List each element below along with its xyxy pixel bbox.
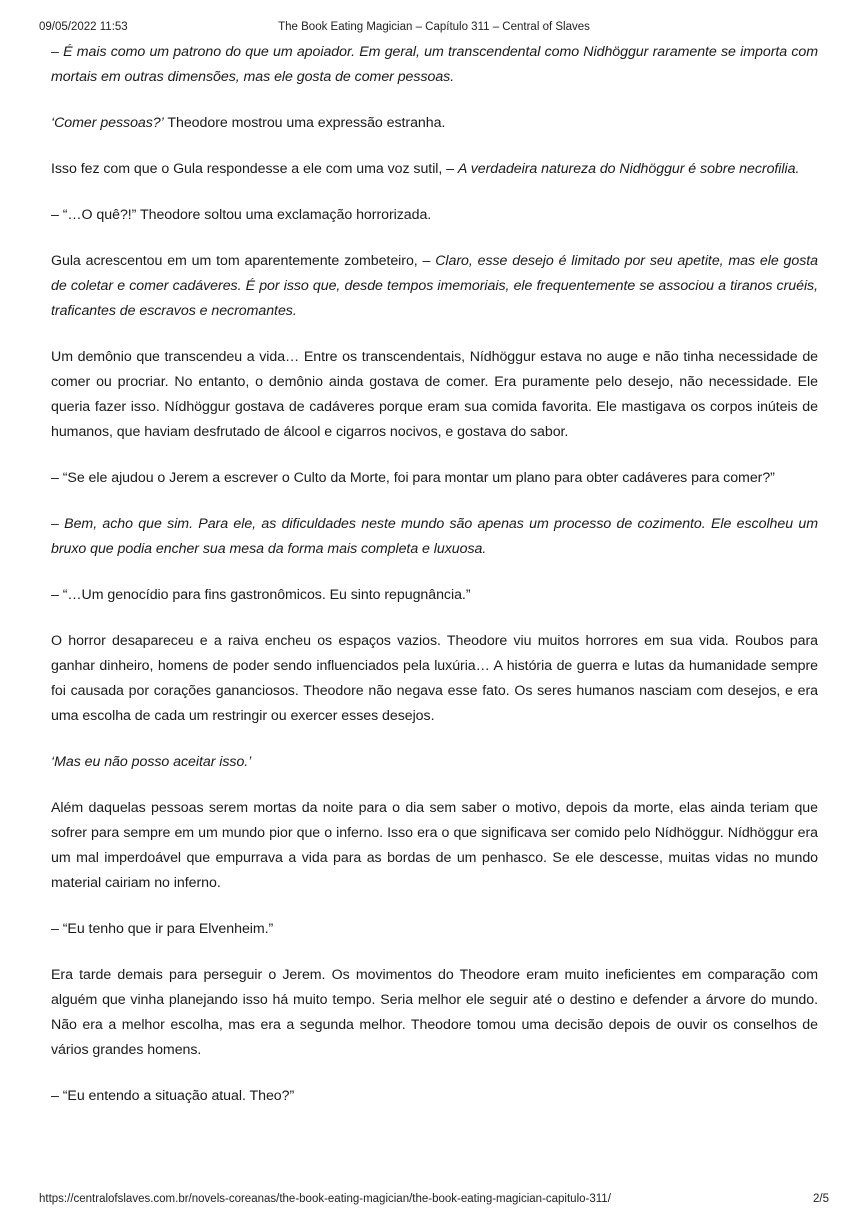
page-footer-page-number: 2/5 — [813, 1193, 829, 1205]
paragraph-5-speech: Claro, esse desejo é limitado por seu apetite, mas ele gosta de coletar e comer cadáveres. É por isso que, desde tempos imemoriais, ele frequentemente se associou a tiranos cruéis, traficantes de escravos e necromantes. — [51, 253, 818, 319]
chapter-text — [51, 40, 818, 1130]
paragraph-2-narration: Theodore mostrou uma expressão estranha. — [163, 115, 446, 131]
paragraph-10: O horror desapareceu e a raiva encheu os espaços vazios. Theodore viu muitos horrores em sua vida. Roubos para ganhar dinheiro, homens de poder sendo influenciados pela luxúria… A história de guerra e lutas da humanidade sempre foi causada por corações gananciosos. Theodore não negava esse fato. Os seres humanos nasciam com desejos, e era uma escolha de cada um restringir ou exercer esses desejos. — [51, 633, 818, 724]
page-footer-url[interactable]: https://centralofslaves.com.br/novels-coreanas/the-book-eating-magician/the-book-eating-magician-capitulo-311/ — [39, 1193, 611, 1205]
paragraph-7: – “Se ele ajudou o Jerem a escrever o Culto da Morte, foi para montar um plano para obter cadáveres para comer?” — [51, 470, 775, 486]
paragraph-13: – “Eu tenho que ir para Elvenheim.” — [51, 921, 274, 937]
paragraph-6: Um demônio que transcendeu a vida… Entre os transcendentais, Nídhöggur estava no auge e não tinha necessidade de comer ou procriar. No entanto, o demônio ainda gostava de comer. Era puramente pelo desejo, não necessidade. Ele queria fazer isso. Nídhöggur gostava de cadáveres porque eram sua comida favorita. Ele mastigava os corpos inúteis de humanos, que haviam desfrutado de álcool e cigarros nocivos, e gostava do sabor. — [51, 349, 818, 440]
paragraph-14: Era tarde demais para perseguir o Jerem. Os movimentos do Theodore eram muito ineficientes em comparação com alguém que vinha planejando isso há muito tempo. Seria melhor ele seguir até o destino e defender a árvore do mundo. Não era a melhor escolha, mas era a segunda melhor. Theodore tomou uma decisão depois de ouvir os conselhos de vários grandes homens. — [51, 967, 818, 1058]
paragraph-5-narration: Gula acrescentou em um tom aparentemente zombeteiro, – — [51, 253, 436, 269]
paragraph-8: – Bem, acho que sim. Para ele, as dificuldades neste mundo são apenas um processo de cozimento. Ele escolheu um bruxo que podia encher sua mesa da forma mais completa e luxuosa. — [51, 516, 818, 557]
paragraph-11: ‘Mas eu não posso aceitar isso.’ — [51, 754, 252, 770]
paragraph-3-speech: A verdadeira natureza do Nidhöggur é sobre necrofilia. — [457, 161, 800, 177]
paragraph-3-narration: Isso fez com que o Gula respondesse a ele com uma voz sutil, – — [51, 161, 458, 177]
paragraph-5 — [51, 249, 818, 324]
paragraph-2 — [51, 111, 818, 136]
paragraph-1: – É mais como um patrono do que um apoiador. Em geral, um transcendental como Nidhöggur raramente se importa com mortais em outras dimensões, mas ele gosta de comer pessoas. — [51, 44, 818, 85]
paragraph-3 — [51, 157, 818, 182]
paragraph-9: – “…Um genocídio para fins gastronômicos. Eu sinto repugnância.” — [51, 587, 471, 603]
paragraph-4: – “…O quê?!” Theodore soltou uma exclamação horrorizada. — [51, 207, 432, 223]
paragraph-2-thought: ‘Comer pessoas?’ — [51, 115, 164, 131]
paragraph-15: – “Eu entendo a situação atual. Theo?” — [51, 1088, 295, 1104]
paragraph-12: Além daquelas pessoas serem mortas da noite para o dia sem saber o motivo, depois da morte, elas ainda teriam que sofrer para sempre em um mundo pior que o inferno. Isso era o que significava ser comido pelo Nídhöggur. Nídhöggur era um mal imperdoável que empurrava a vida para as bordas de um penhasco. Se ele descesse, muitas vidas no mundo material cairiam no inferno. — [51, 800, 818, 891]
page-header-title: The Book Eating Magician – Capítulo 311 – Central of Slaves — [278, 21, 590, 33]
page-header-datetime: 09/05/2022 11:53 — [39, 21, 128, 33]
